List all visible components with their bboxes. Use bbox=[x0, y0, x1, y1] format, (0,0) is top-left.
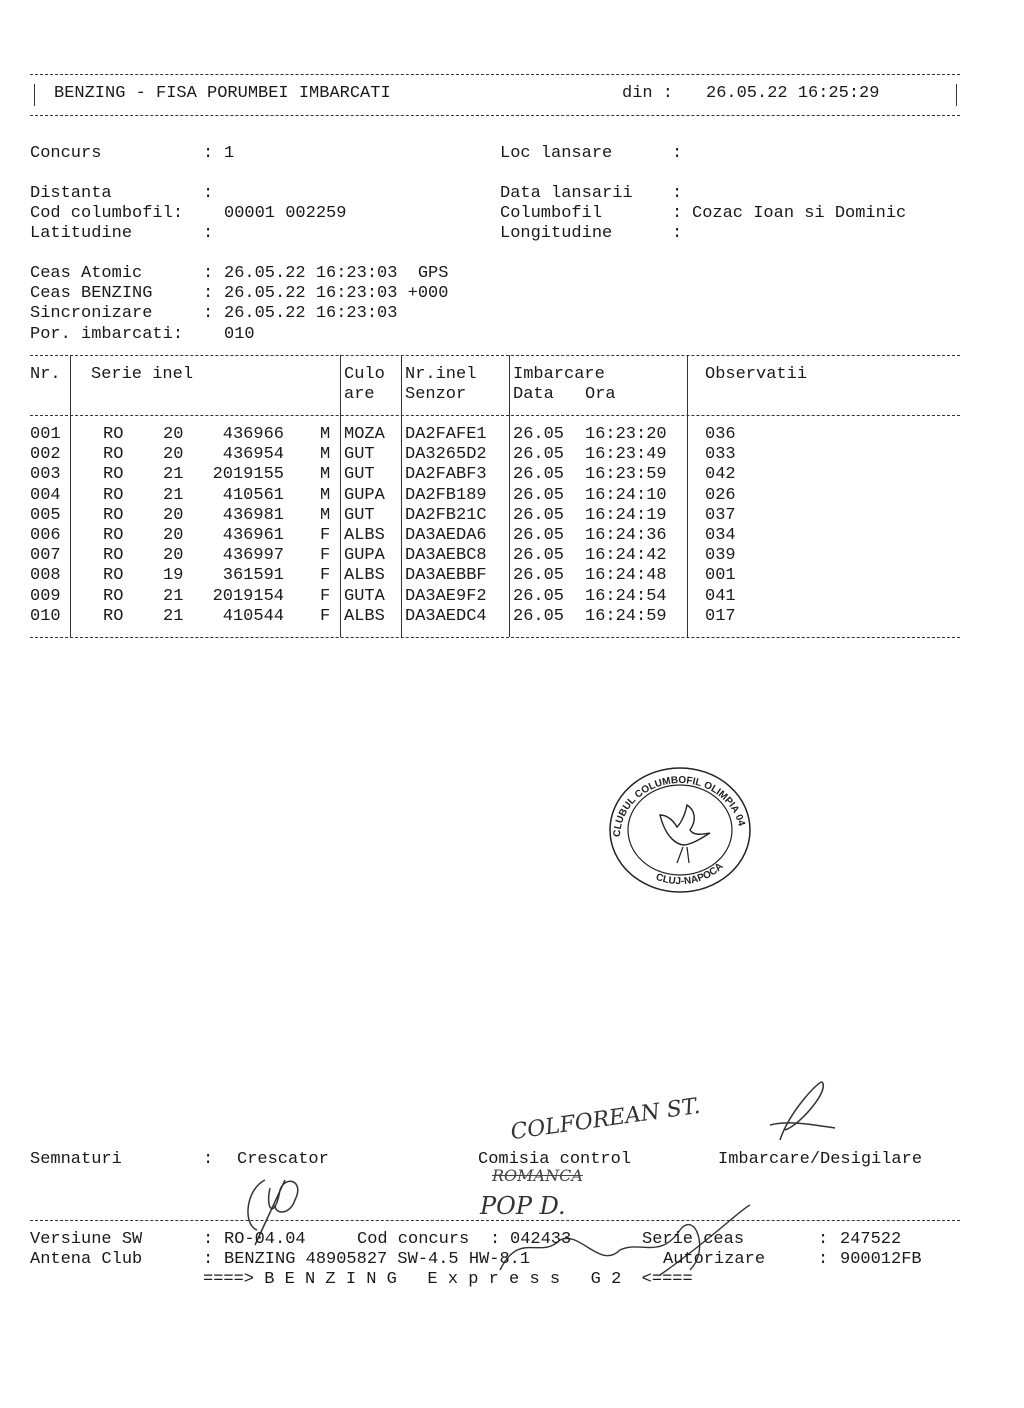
row-color: GUT bbox=[344, 465, 375, 485]
row-ring-number: 2019154 bbox=[212, 586, 284, 606]
ceas-benzing-value: 26.05.22 16:23:03 +000 bbox=[224, 284, 449, 303]
row-sensor: DA3AEBBF bbox=[405, 566, 487, 586]
sincronizare-value: 26.05.22 16:23:03 bbox=[224, 304, 398, 323]
row-date: 26.05 bbox=[513, 505, 565, 525]
header-top-border bbox=[30, 74, 960, 75]
col-header-ora: Ora bbox=[585, 385, 616, 404]
ceas-benzing-colon: : bbox=[203, 284, 214, 303]
row-color: GUT bbox=[344, 505, 375, 525]
row-color: GUPA bbox=[344, 485, 385, 505]
row-country: RO bbox=[103, 546, 124, 566]
ceas-benzing-label: Ceas BENZING bbox=[30, 284, 153, 303]
row-time: 16:24:42 bbox=[585, 546, 667, 566]
row-nr: 004 bbox=[30, 485, 61, 505]
row-country: RO bbox=[103, 586, 124, 606]
sincronizare-label: Sincronizare bbox=[30, 304, 153, 323]
row-ring-number: 410561 bbox=[222, 485, 284, 505]
row-country: RO bbox=[103, 566, 124, 586]
row-color: ALBS bbox=[344, 606, 385, 626]
row-ring-number: 436954 bbox=[222, 445, 284, 465]
handwritten-name: COLFOREAN ST. bbox=[509, 1093, 702, 1146]
data-lansarii-label: Data lansarii bbox=[500, 184, 633, 203]
serie-ceas-colon: : bbox=[818, 1230, 829, 1249]
handwritten-pop: POP D. bbox=[480, 1192, 566, 1220]
row-observation: 037 bbox=[705, 505, 736, 525]
col-header-data: Data bbox=[513, 385, 554, 404]
row-nr: 010 bbox=[30, 606, 61, 626]
row-year: 21 bbox=[163, 465, 184, 485]
row-ring-number: 436966 bbox=[222, 425, 284, 444]
row-observation: 017 bbox=[705, 606, 736, 626]
row-observation: 039 bbox=[705, 546, 736, 566]
row-color: ALBS bbox=[344, 526, 385, 545]
row-time: 16:24:48 bbox=[585, 566, 667, 586]
row-year: 21 bbox=[163, 485, 184, 505]
col-separator bbox=[401, 355, 402, 637]
col-header-senzor-1: Nr.inel bbox=[405, 365, 477, 384]
table-header-border bbox=[30, 415, 960, 416]
row-year: 20 bbox=[163, 546, 184, 566]
latitudine-colon: : bbox=[203, 224, 214, 243]
club-stamp bbox=[605, 765, 755, 895]
versiune-colon: : bbox=[203, 1230, 214, 1249]
row-ring-number: 436981 bbox=[222, 505, 284, 525]
row-sensor: DA3AEBC8 bbox=[405, 546, 487, 566]
col-header-serie: Serie inel bbox=[91, 365, 194, 384]
row-nr: 006 bbox=[30, 526, 61, 545]
row-ring-number: 436997 bbox=[222, 546, 284, 566]
row-time: 16:24:59 bbox=[585, 606, 667, 626]
row-nr: 003 bbox=[30, 465, 61, 485]
row-country: RO bbox=[103, 485, 124, 505]
row-year: 20 bbox=[163, 526, 184, 545]
row-sex: M bbox=[320, 485, 331, 505]
row-sensor: DA2FB21C bbox=[405, 505, 487, 525]
latitudine-label: Latitudine bbox=[30, 224, 133, 243]
row-sex: F bbox=[320, 606, 331, 626]
row-time: 16:23:20 bbox=[585, 425, 667, 444]
serie-ceas-label: Serie ceas bbox=[642, 1230, 745, 1249]
row-time: 16:23:49 bbox=[585, 445, 667, 465]
cod-concurs-value: 042433 bbox=[510, 1230, 572, 1249]
loc-lansare-colon: : bbox=[672, 144, 683, 163]
row-date: 26.05 bbox=[513, 526, 565, 545]
semnaturi-label: Semnaturi bbox=[30, 1150, 122, 1169]
row-ring-number: 361591 bbox=[222, 566, 284, 586]
row-country: RO bbox=[103, 465, 124, 485]
header-bottom-border bbox=[30, 115, 960, 116]
distanta-colon: : bbox=[203, 184, 214, 203]
ceas-atomic-colon: : bbox=[203, 264, 214, 283]
row-nr: 007 bbox=[30, 546, 61, 566]
col-separator bbox=[687, 355, 688, 637]
signature-initial bbox=[760, 1070, 840, 1150]
row-sensor: DA3265D2 bbox=[405, 445, 487, 465]
imbarcare-label: Imbarcare/Desigilare bbox=[718, 1150, 923, 1169]
row-date: 26.05 bbox=[513, 566, 565, 586]
row-date: 26.05 bbox=[513, 606, 565, 626]
row-observation: 033 bbox=[705, 445, 736, 465]
ceas-atomic-value: 26.05.22 16:23:03 GPS bbox=[224, 264, 449, 283]
por-imbarcati-label: Por. imbarcati: bbox=[30, 325, 184, 344]
row-nr: 001 bbox=[30, 425, 61, 444]
versiune-label: Versiune SW bbox=[30, 1230, 143, 1249]
autorizare-value: 900012FB bbox=[840, 1250, 922, 1269]
col-header-senzor-2: Senzor bbox=[405, 385, 467, 404]
row-color: MOZA bbox=[344, 425, 385, 444]
autorizare-colon: : bbox=[818, 1250, 829, 1269]
row-observation: 036 bbox=[705, 425, 736, 444]
row-country: RO bbox=[103, 526, 124, 545]
row-observation: 026 bbox=[705, 485, 736, 505]
row-date: 26.05 bbox=[513, 485, 565, 505]
row-sensor: DA3AEDC4 bbox=[405, 606, 487, 626]
row-sex: F bbox=[320, 526, 331, 545]
data-lansarii-colon: : bbox=[672, 184, 683, 203]
columbofil-colon: : bbox=[672, 204, 683, 223]
row-time: 16:23:59 bbox=[585, 465, 667, 485]
col-header-imbarcare: Imbarcare bbox=[513, 365, 605, 384]
row-observation: 041 bbox=[705, 586, 736, 606]
dove-icon bbox=[660, 805, 710, 845]
benzing-express-banner: ====> B E N Z I N G E x p r e s s G 2 <==== bbox=[203, 1270, 693, 1289]
autorizare-label: Autorizare bbox=[663, 1250, 766, 1269]
table-top-border bbox=[30, 355, 960, 356]
row-nr: 002 bbox=[30, 445, 61, 465]
por-imbarcati-value: 010 bbox=[224, 325, 255, 344]
header-left-border bbox=[34, 84, 35, 106]
row-nr: 005 bbox=[30, 505, 61, 525]
cod-columbofil-label: Cod columbofil: bbox=[30, 204, 184, 223]
footer-divider bbox=[30, 1220, 960, 1221]
cod-concurs-label: Cod concurs bbox=[357, 1230, 470, 1249]
columbofil-label: Columbofil bbox=[500, 204, 603, 223]
row-observation: 042 bbox=[705, 465, 736, 485]
col-header-nr: Nr. bbox=[30, 365, 61, 384]
row-ring-number: 2019155 bbox=[212, 465, 284, 485]
ceas-atomic-label: Ceas Atomic bbox=[30, 264, 143, 283]
versiune-value: RO-04.04 bbox=[224, 1230, 306, 1249]
cod-concurs-colon: : bbox=[490, 1230, 501, 1249]
row-sex: F bbox=[320, 546, 331, 566]
row-sensor: DA3AE9F2 bbox=[405, 586, 487, 606]
row-time: 16:24:36 bbox=[585, 526, 667, 545]
concurs-label: Concurs bbox=[30, 144, 102, 163]
row-nr: 009 bbox=[30, 586, 61, 606]
row-ring-number: 436961 bbox=[222, 526, 284, 545]
serie-ceas-value: 247522 bbox=[840, 1230, 902, 1249]
document-title: BENZING - FISA PORUMBEI IMBARCATI bbox=[54, 84, 391, 103]
row-sensor: DA3AEDA6 bbox=[405, 526, 487, 545]
columbofil-value: Cozac Ioan si Dominic bbox=[692, 204, 907, 223]
row-year: 21 bbox=[163, 606, 184, 626]
handwritten-romanca: ROMANCA bbox=[492, 1166, 583, 1185]
semnaturi-colon: : bbox=[203, 1150, 214, 1169]
row-color: ALBS bbox=[344, 566, 385, 586]
col-separator bbox=[340, 355, 341, 637]
row-sex: M bbox=[320, 425, 331, 444]
cod-columbofil-value: 00001 002259 bbox=[224, 204, 347, 223]
row-year: 20 bbox=[163, 505, 184, 525]
table-bottom-border bbox=[30, 637, 960, 638]
row-sensor: DA2FABF3 bbox=[405, 465, 487, 485]
row-year: 21 bbox=[163, 586, 184, 606]
row-observation: 001 bbox=[705, 566, 736, 586]
row-year: 20 bbox=[163, 425, 184, 444]
row-country: RO bbox=[103, 606, 124, 626]
row-date: 26.05 bbox=[513, 445, 565, 465]
print-date: 26.05.22 16:25:29 bbox=[706, 84, 880, 103]
sincronizare-colon: : bbox=[203, 304, 214, 323]
row-date: 26.05 bbox=[513, 465, 565, 485]
row-date: 26.05 bbox=[513, 546, 565, 566]
concurs-colon: : bbox=[203, 144, 214, 163]
row-country: RO bbox=[103, 505, 124, 525]
row-year: 20 bbox=[163, 445, 184, 465]
stamp-text-bottom: CLUJ-NAPOCA bbox=[654, 860, 726, 888]
row-color: GUTA bbox=[344, 586, 385, 606]
loc-lansare-label: Loc lansare bbox=[500, 144, 613, 163]
distanta-label: Distanta bbox=[30, 184, 112, 203]
header-right-border bbox=[956, 84, 957, 106]
row-observation: 034 bbox=[705, 526, 736, 545]
concurs-value: 1 bbox=[224, 144, 235, 163]
col-header-culoare-2: are bbox=[344, 385, 375, 404]
date-label: din : bbox=[622, 84, 674, 103]
antena-label: Antena Club bbox=[30, 1250, 143, 1269]
row-nr: 008 bbox=[30, 566, 61, 586]
col-separator bbox=[70, 355, 71, 637]
row-country: RO bbox=[103, 445, 124, 465]
col-header-culoare-1: Culo bbox=[344, 365, 385, 384]
antena-value: BENZING 48905827 SW-4.5 HW-8.1 bbox=[224, 1250, 531, 1269]
stamp-text-top: CLUBUL COLUMBOFIL OLIMPIA 04 bbox=[611, 774, 747, 838]
row-sex: F bbox=[320, 586, 331, 606]
row-sex: F bbox=[320, 566, 331, 586]
col-header-observatii: Observatii bbox=[705, 365, 808, 384]
row-country: RO bbox=[103, 425, 124, 444]
row-time: 16:24:19 bbox=[585, 505, 667, 525]
row-sex: M bbox=[320, 505, 331, 525]
antena-colon: : bbox=[203, 1250, 214, 1269]
row-time: 16:24:10 bbox=[585, 485, 667, 505]
crescator-label: Crescator bbox=[237, 1150, 329, 1169]
row-date: 26.05 bbox=[513, 425, 565, 444]
row-color: GUT bbox=[344, 445, 375, 465]
row-year: 19 bbox=[163, 566, 184, 586]
row-sex: M bbox=[320, 445, 331, 465]
longitudine-colon: : bbox=[672, 224, 683, 243]
row-sensor: DA2FB189 bbox=[405, 485, 487, 505]
row-ring-number: 410544 bbox=[222, 606, 284, 626]
longitudine-label: Longitudine bbox=[500, 224, 613, 243]
row-color: GUPA bbox=[344, 546, 385, 566]
row-time: 16:24:54 bbox=[585, 586, 667, 606]
col-separator bbox=[509, 355, 510, 637]
comisia-label: Comisia control bbox=[478, 1150, 632, 1169]
row-sensor: DA2FAFE1 bbox=[405, 425, 487, 444]
row-date: 26.05 bbox=[513, 586, 565, 606]
row-sex: M bbox=[320, 465, 331, 485]
